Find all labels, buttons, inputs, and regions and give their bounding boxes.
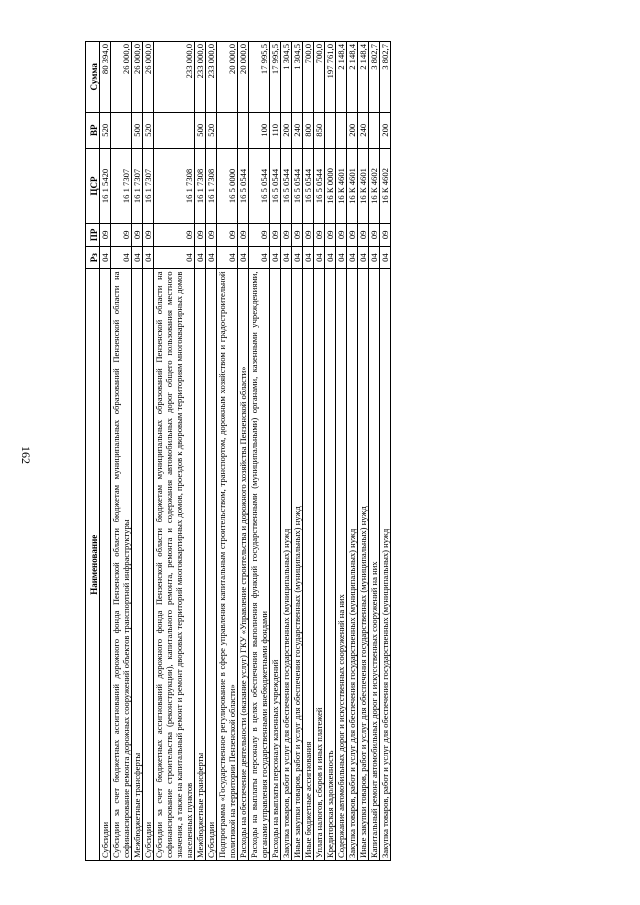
cell-csr: 16 5 0544 bbox=[292, 148, 303, 223]
cell-rz: 04 bbox=[314, 246, 325, 269]
cell-sum: 2 148,4 bbox=[336, 42, 347, 113]
header-csr: ЦСР bbox=[86, 148, 100, 223]
cell-pr: 09 bbox=[238, 224, 249, 247]
cell-sum: 1 304,5 bbox=[281, 42, 292, 113]
cell-sum: 233 000,0 bbox=[206, 42, 217, 113]
cell-vr bbox=[238, 112, 249, 148]
cell-csr: 16 5 0544 bbox=[281, 148, 292, 223]
cell-name: Расходы на обеспечение деятельности (оказание услуг) ГКУ «Управление строительства и дорожного хозяйства Пензенской области» bbox=[238, 269, 249, 861]
cell-name: Субсидии за счет бюджетных ассигнований дорожного фонда Пензенской области бюджетам муниципальных образований Пензенской области на софинансирование ремонта дорожных сооружений объектов транспортной инфраструктуры bbox=[111, 269, 132, 861]
cell-rz: 04 bbox=[111, 246, 132, 269]
cell-pr: 09 bbox=[336, 224, 347, 247]
cell-rz: 04 bbox=[238, 246, 249, 269]
cell-vr bbox=[336, 112, 347, 148]
cell-sum: 26 000,0 bbox=[111, 42, 132, 113]
cell-rz: 04 bbox=[369, 246, 380, 269]
cell-sum: 233 000,0 bbox=[195, 42, 206, 113]
table-row bbox=[358, 42, 369, 861]
cell-vr: 800 bbox=[303, 112, 314, 148]
cell-vr: 520 bbox=[143, 112, 154, 148]
cell-sum: 26 000,0 bbox=[132, 42, 143, 113]
cell-vr: 520 bbox=[206, 112, 217, 148]
cell-csr: 16 5 0544 bbox=[238, 148, 249, 223]
cell-name: Уплата налогов, сборов и иных платежей bbox=[314, 269, 325, 861]
cell-sum: 1 304,5 bbox=[292, 42, 303, 113]
cell-pr: 09 bbox=[111, 224, 132, 247]
cell-csr: 16 5 0000 bbox=[217, 148, 238, 223]
cell-pr: 09 bbox=[358, 224, 369, 247]
cell-rz: 04 bbox=[132, 246, 143, 269]
cell-sum: 2 148,4 bbox=[358, 42, 369, 113]
cell-csr: 16 К 4601 bbox=[347, 148, 358, 223]
cell-pr: 09 bbox=[132, 224, 143, 247]
table-row bbox=[100, 42, 111, 861]
cell-name: Кредиторская задолженность bbox=[325, 269, 336, 861]
rotated-table-wrapper bbox=[85, 41, 585, 861]
cell-csr: 16 5 0544 bbox=[314, 148, 325, 223]
cell-rz: 04 bbox=[270, 246, 281, 269]
cell-sum: 197 761,0 bbox=[325, 42, 336, 113]
cell-pr: 09 bbox=[347, 224, 358, 247]
cell-sum: 2 148,4 bbox=[347, 42, 358, 113]
table-row bbox=[249, 42, 270, 861]
cell-rz: 04 bbox=[217, 246, 238, 269]
cell-rz: 04 bbox=[380, 246, 391, 269]
cell-pr: 09 bbox=[100, 224, 111, 247]
budget-table bbox=[85, 41, 391, 861]
cell-rz: 04 bbox=[249, 246, 270, 269]
cell-rz: 04 bbox=[347, 246, 358, 269]
table-row bbox=[281, 42, 292, 861]
cell-rz: 04 bbox=[206, 246, 217, 269]
cell-csr: 16 1 7308 bbox=[206, 148, 217, 223]
cell-name: Субсидии bbox=[143, 269, 154, 861]
cell-vr bbox=[369, 112, 380, 148]
table-row bbox=[380, 42, 391, 861]
cell-csr: 16 1 7307 bbox=[132, 148, 143, 223]
cell-csr: 16 К 4601 bbox=[336, 148, 347, 223]
cell-sum: 3 802,7 bbox=[380, 42, 391, 113]
cell-vr: 110 bbox=[270, 112, 281, 148]
cell-vr bbox=[325, 112, 336, 148]
table-body bbox=[100, 42, 391, 861]
cell-csr: 16 1 7308 bbox=[154, 148, 195, 223]
cell-sum: 20 000,0 bbox=[217, 42, 238, 113]
cell-name: Межбюджетные трансферты bbox=[195, 269, 206, 861]
cell-vr: 200 bbox=[380, 112, 391, 148]
cell-pr: 09 bbox=[292, 224, 303, 247]
cell-rz: 04 bbox=[325, 246, 336, 269]
cell-rz: 04 bbox=[292, 246, 303, 269]
cell-name: Закупка товаров, работ и услуг для обеспечения государственных (муниципальных) нужд bbox=[347, 269, 358, 861]
header-name: Наименование bbox=[86, 269, 100, 861]
table-row bbox=[325, 42, 336, 861]
header-vr: ВР bbox=[86, 112, 100, 148]
cell-pr: 09 bbox=[206, 224, 217, 247]
table-row bbox=[143, 42, 154, 861]
cell-name: Расходы на выплаты персоналу в целях обеспечения выполнения функций государственными (муниципальными) органами, казенными учреждениями, органами управления государственными внебюджетными фондами bbox=[249, 269, 270, 861]
table-row bbox=[336, 42, 347, 861]
cell-sum: 17 995,5 bbox=[249, 42, 270, 113]
cell-rz: 04 bbox=[143, 246, 154, 269]
cell-sum: 233 000,0 bbox=[154, 42, 195, 113]
cell-name: Закупка товаров, работ и услуг для обеспечения государственных (муниципальных) нужд bbox=[380, 269, 391, 861]
cell-rz: 04 bbox=[281, 246, 292, 269]
cell-sum: 80 394,0 bbox=[100, 42, 111, 113]
cell-rz: 04 bbox=[100, 246, 111, 269]
cell-vr: 100 bbox=[249, 112, 270, 148]
table-row bbox=[238, 42, 249, 861]
table-row bbox=[369, 42, 380, 861]
table-row bbox=[217, 42, 238, 861]
table-row bbox=[195, 42, 206, 861]
cell-csr: 16 К 4601 bbox=[358, 148, 369, 223]
cell-csr: 16 К 0000 bbox=[325, 148, 336, 223]
cell-pr: 09 bbox=[249, 224, 270, 247]
cell-csr: 16 5 0544 bbox=[249, 148, 270, 223]
header-rz: Рз bbox=[86, 246, 100, 269]
cell-name: Иные закупки товаров, работ и услуг для обеспечения государственных (муниципальных) нужд bbox=[292, 269, 303, 861]
table-row bbox=[303, 42, 314, 861]
cell-vr: 240 bbox=[358, 112, 369, 148]
cell-pr: 09 bbox=[154, 224, 195, 247]
table-row bbox=[206, 42, 217, 861]
cell-vr: 850 bbox=[314, 112, 325, 148]
header-pr: ПР bbox=[86, 224, 100, 247]
cell-pr: 09 bbox=[314, 224, 325, 247]
header-sum: Сумма bbox=[86, 42, 100, 113]
cell-csr: 16 К 4602 bbox=[369, 148, 380, 223]
cell-name: Подпрограмма «Государственное регулирование в сфере управления капитальным строительством, транспортом, дорожным хозяйством и градостроительной политикой на территории Пензенской области» bbox=[217, 269, 238, 861]
cell-csr: 16 1 7307 bbox=[111, 148, 132, 223]
cell-sum: 26 000,0 bbox=[143, 42, 154, 113]
cell-name: Содержание автомобильных дорог и искусственных сооружений на них bbox=[336, 269, 347, 861]
table-header-row bbox=[86, 42, 100, 861]
cell-name: Субсидии bbox=[206, 269, 217, 861]
cell-rz: 04 bbox=[195, 246, 206, 269]
cell-csr: 16 К 4602 bbox=[380, 148, 391, 223]
cell-name: Субсидии за счет бюджетных ассигнований дорожного фонда Пензенской области бюджетам муниципальных образований Пензенской области на софинансирование строительства (реконструкции), капитального ремонта, ремонта и содержания автомобильных дорог общего пользования местного значения, а также на капитальный ремонт и ремонт дворовых территорий многоквартирных домов, проездов к дворовым территориям многоквартирных домов населенных пунктов bbox=[154, 269, 195, 861]
cell-name: Закупка товаров, работ и услуг для обеспечения государственных (муниципальных) нужд bbox=[281, 269, 292, 861]
cell-pr: 09 bbox=[325, 224, 336, 247]
cell-vr: 520 bbox=[100, 112, 111, 148]
cell-sum: 700,0 bbox=[314, 42, 325, 113]
table-row bbox=[347, 42, 358, 861]
cell-vr: 240 bbox=[292, 112, 303, 148]
cell-rz: 04 bbox=[154, 246, 195, 269]
cell-rz: 04 bbox=[303, 246, 314, 269]
cell-name: Капитальный ремонт автомобильных дорог и искусственных сооружений на них bbox=[369, 269, 380, 861]
cell-pr: 09 bbox=[369, 224, 380, 247]
page-number: 162 bbox=[19, 446, 33, 464]
cell-vr: 500 bbox=[195, 112, 206, 148]
cell-vr: 200 bbox=[281, 112, 292, 148]
table-row bbox=[292, 42, 303, 861]
cell-vr bbox=[217, 112, 238, 148]
cell-pr: 09 bbox=[270, 224, 281, 247]
table-row bbox=[314, 42, 325, 861]
cell-vr bbox=[154, 112, 195, 148]
cell-sum: 17 995,5 bbox=[270, 42, 281, 113]
cell-pr: 09 bbox=[143, 224, 154, 247]
table-row bbox=[154, 42, 195, 861]
cell-pr: 09 bbox=[217, 224, 238, 247]
cell-csr: 16 1 7307 bbox=[143, 148, 154, 223]
table-row bbox=[111, 42, 132, 861]
cell-sum: 700,0 bbox=[303, 42, 314, 113]
cell-csr: 16 5 0544 bbox=[270, 148, 281, 223]
table-row bbox=[132, 42, 143, 861]
cell-pr: 09 bbox=[281, 224, 292, 247]
cell-csr: 16 5 0544 bbox=[303, 148, 314, 223]
cell-vr: 500 bbox=[132, 112, 143, 148]
cell-sum: 3 802,7 bbox=[369, 42, 380, 113]
table-row bbox=[270, 42, 281, 861]
cell-pr: 09 bbox=[303, 224, 314, 247]
cell-rz: 04 bbox=[358, 246, 369, 269]
cell-name: Субсидии bbox=[100, 269, 111, 861]
cell-pr: 09 bbox=[380, 224, 391, 247]
cell-name: Иные бюджетные ассигнования bbox=[303, 269, 314, 861]
cell-vr bbox=[111, 112, 132, 148]
cell-sum: 20 000,0 bbox=[238, 42, 249, 113]
cell-csr: 16 1 5420 bbox=[100, 148, 111, 223]
cell-name: Иные закупки товаров, работ и услуг для обеспечения государственных (муниципальных) нужд bbox=[358, 269, 369, 861]
cell-pr: 09 bbox=[195, 224, 206, 247]
cell-rz: 04 bbox=[336, 246, 347, 269]
cell-name: Расходы на выплаты персоналу казенных учреждений bbox=[270, 269, 281, 861]
cell-vr: 200 bbox=[347, 112, 358, 148]
cell-csr: 16 1 7308 bbox=[195, 148, 206, 223]
cell-name: Межбюджетные трансферты bbox=[132, 269, 143, 861]
